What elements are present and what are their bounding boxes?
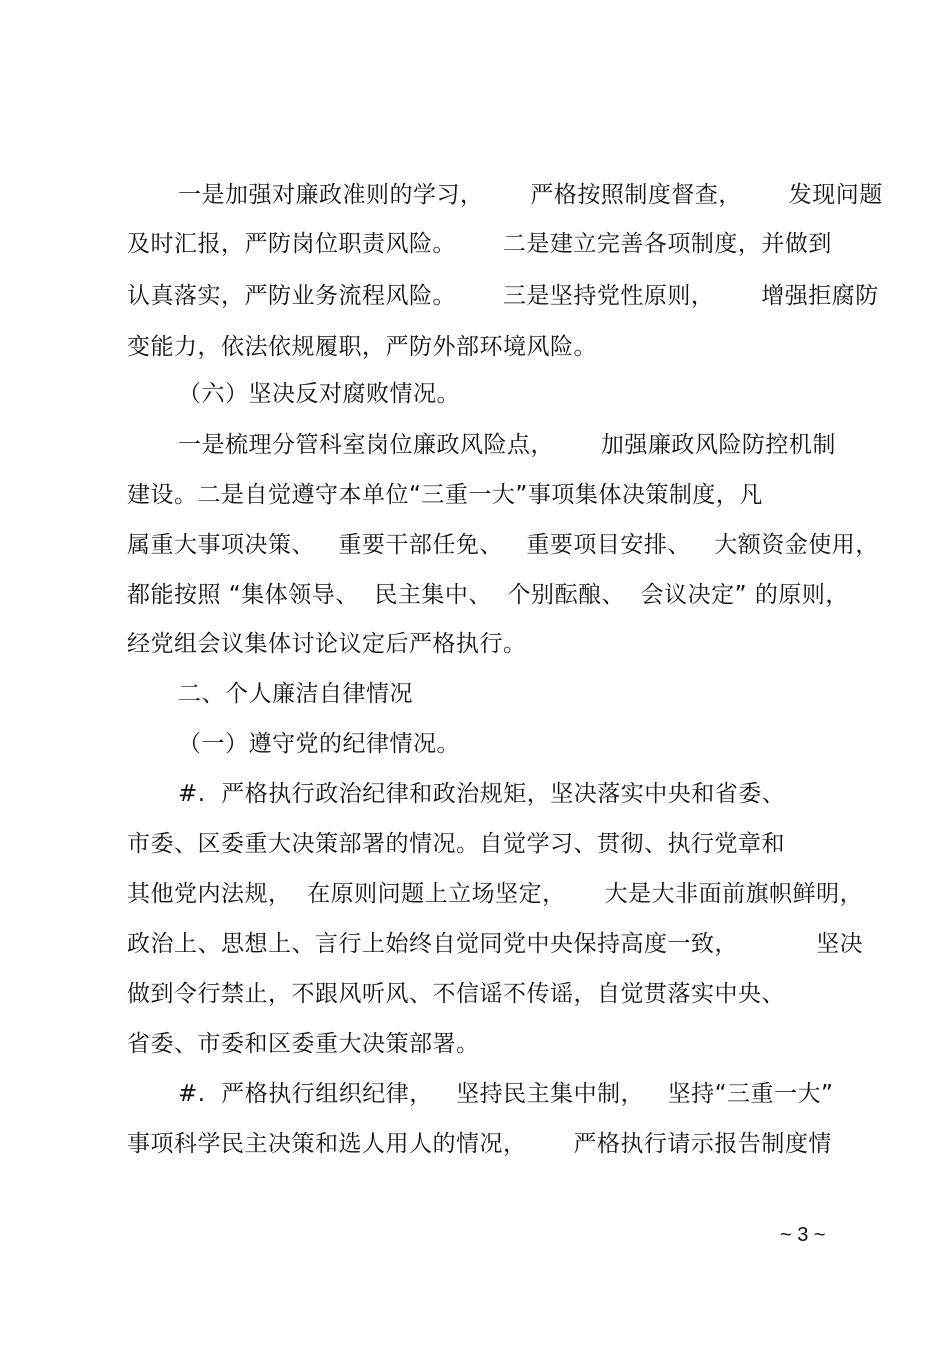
text-line: 及时汇报，严防岗位职责风险。 二是建立完善各项制度，并做到 (127, 231, 832, 257)
text-line: 一是加强对廉政准则的学习， 严格按照制度督查， 发现问题 (178, 182, 883, 208)
text-line: 经党组会议集体讨论议定后严格执行。 (127, 631, 527, 657)
text-line: 市委、区委重大决策部署的情况。自觉学习、贯彻、执行党章和 (127, 831, 785, 857)
text-line: 变能力，依法依规履职，严防外部环境风险。 (127, 334, 597, 360)
section-heading: 二、个人廉洁自律情况 (178, 681, 413, 707)
text-line: #. 严格执行政治纪律和政治规矩，坚决落实中央和省委、 (178, 781, 786, 807)
text-line: 都能按照 “集体领导、 民主集中、 个别酝酿、 会议决定” 的原则， (127, 582, 849, 608)
text-line: 政治上、思想上、言行上始终自觉同党中央保持高度一致， 坚决 (127, 931, 864, 957)
text-line: 认真落实，严防业务流程风险。 三是坚持党性原则， 增强拒腐防 (127, 283, 879, 309)
page-number: ~ 3 ~ (780, 1224, 826, 1246)
text-line: 事项科学民主决策和选人用人的情况， 严格执行请示报告制度情 (127, 1131, 832, 1157)
text-line: 一是梳理分管科室岗位廉政风险点， 加强廉政风险防控机制 (178, 432, 836, 458)
text-line: 属重大事项决策、 重要干部任免、 重要项目安排、 大额资金使用， (127, 532, 879, 558)
text-line: 省委、市委和区委重大决策部署。 (127, 1031, 480, 1057)
text-line: 其他党内法规， 在原则问题上立场坚定， 大是大非面前旗帜鲜明， (127, 881, 864, 907)
text-line: #. 严格执行组织纪律， 坚持民主集中制， 坚持“三重一大” (178, 1081, 834, 1107)
text-line: 建设。二是自觉遵守本单位“三重一大”事项集体决策制度，凡 (127, 482, 763, 508)
section-heading: （一）遵守党的纪律情况。 (178, 731, 460, 757)
section-heading: （六）坚决反对腐败情况。 (178, 381, 460, 407)
text-line: 做到令行禁止，不跟风听风、不信谣不传谣，自觉贯落实中央、 (127, 981, 785, 1007)
